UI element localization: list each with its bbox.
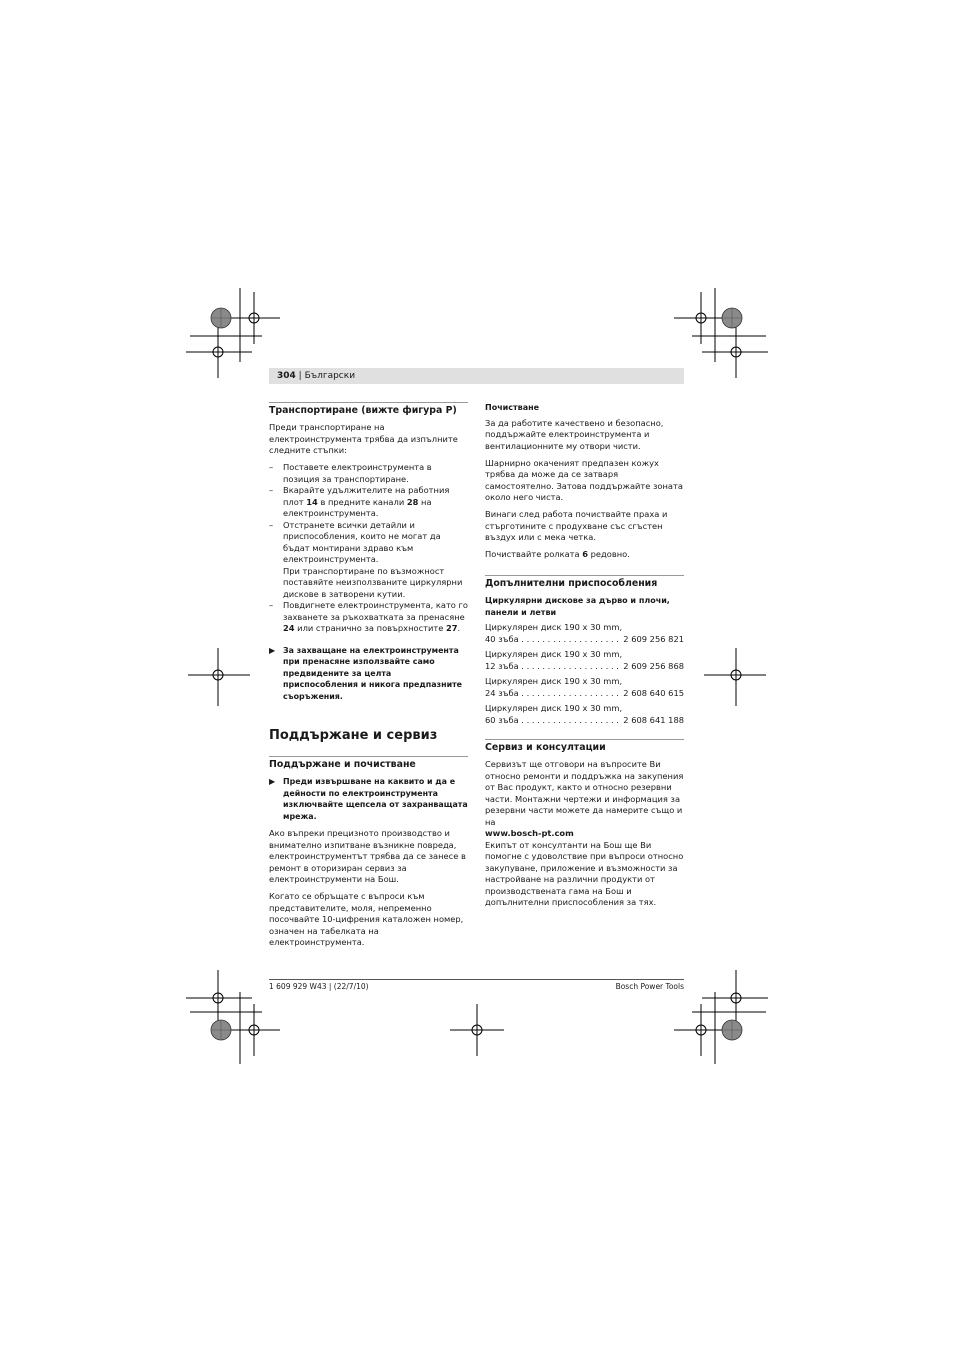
part-number: 2 609 256 821	[623, 633, 684, 644]
page-footer	[269, 979, 684, 994]
part-entry: Циркулярен диск 190 x 30 mm, 40 зъба . . . 2 609 256 821	[485, 622, 684, 645]
transport-warning: ▶ За захващане на електроинструмента при пренасяне използвайте само предвидените за целта приспособления и никога предпазните съоръжения.	[269, 645, 463, 701]
service-paragraph: Екипът от консултанти на Бош ще Ви помогне с удоволствие при въпроси относно закупуване, приложение и възможности за настройване на различни продукти от производствената гама на Бош и допълнителни приспособления за тях.	[485, 839, 684, 907]
accessories-subheading: Циркулярни дискове за дърво и плочи, панели и летви	[485, 596, 670, 617]
arrow-bullet-icon: ▶	[269, 777, 276, 786]
maintenance-paragraph: Когато се обръщате с въпроси към представителите, моля, непременно посочвайте 10-цифрения каталожен номер, означен на табелката на електроинструмента.	[269, 891, 464, 947]
section-title: Поддържане и сервиз	[269, 728, 438, 743]
cleaning-heading: Почистване	[485, 403, 540, 412]
cleaning-paragraph: Винаги след работа почиствайте праха и стърготините с продухване със сгъстен въздух или с мека четка.	[485, 509, 668, 542]
cleaning-paragraph: За да работите качествено и безопасно, поддържайте електроинструмента и вентилационните му отвори чисти.	[485, 417, 664, 451]
arrow-bullet-icon: ▶	[269, 645, 276, 655]
header-separator: |	[295, 371, 305, 381]
maintenance-heading: Поддържане и почистване	[269, 756, 468, 771]
service-paragraph: Сервизът ще отговори на въпросите Ви относно ремонти и поддръжка на закупения от Вас продукт, както и относно резервни части. Монтажни чертежи и информация за резервни части можете да намерите също и на	[485, 759, 684, 827]
part-entry: Циркулярен диск 190 x 30 mm, 24 зъба . . . 2 608 640 615	[485, 676, 684, 699]
part-entry: Циркулярен диск 190 x 30 mm, 60 зъба . . . 2 608 641 188	[485, 703, 684, 726]
footer-code: 1 609 929 W43 | (22/7/10)	[269, 982, 369, 991]
transport-intro: Преди транспортиране на електроинструмента трябва да изпълните следните стъпки:	[269, 422, 458, 455]
cleaning-paragraph: Почиствайте ролката 6 редовно.	[485, 549, 630, 559]
maintenance-paragraph: Ако въпреки прецизното производство и внимателно изпитване възникне повреда, електроинструментът трябва да се занесе в ремонт в оторизиран сервиз за електроинструменти на Бош.	[269, 828, 466, 884]
service-url-link[interactable]: www.bosch-pt.com	[485, 828, 574, 838]
part-number: 2 609 256 868	[623, 660, 684, 671]
cleaning-paragraph: Шарнирно окаченият предпазен кожух трябва да може да се затваря самостоятелно. Затова поддържайте зоната около него чиста.	[485, 457, 683, 502]
list-item: – Отстранете всички детайли и приспособления, които не могат да бъдат монтирани здраво към електроинструмента.	[269, 519, 441, 564]
page-header	[269, 368, 684, 384]
transport-heading: Транспортиране (вижте фигура P)	[269, 402, 468, 417]
list-item: – Поставете електроинструмента в позиция за транспортиране.	[269, 462, 432, 484]
part-number: 2 608 640 615	[623, 687, 684, 698]
list-item: – Вкарайте удължителите на работния плот 14 в предните канали 28 на електроинструмента.	[269, 485, 450, 518]
header-language: Български	[304, 371, 356, 381]
page-number: 304	[277, 371, 296, 381]
maintenance-warning: ▶ Преди извършване на каквито и да е дейности по електроинструмента изключвайте щепсела от захранващата мрежа.	[269, 777, 468, 821]
list-item: – Повдигнете електроинструмента, като го захванете за ръкохватката за пренасяне 24 или странично за повърхностите 27.	[269, 600, 468, 633]
step-note: При транспортиране по възможност поставяйте неизползваните циркулярни дискове в затворени кутии.	[283, 565, 463, 599]
accessories-heading: Допълнителни приспособления	[485, 575, 684, 590]
left-column	[269, 402, 468, 954]
right-column	[485, 402, 684, 909]
footer-brand: Bosch Power Tools	[615, 982, 684, 991]
part-number: 2 608 641 188	[623, 714, 684, 725]
part-entry: Циркулярен диск 190 x 30 mm, 12 зъба . . . 2 609 256 868	[485, 649, 684, 672]
service-heading: Сервиз и консултации	[485, 739, 684, 754]
